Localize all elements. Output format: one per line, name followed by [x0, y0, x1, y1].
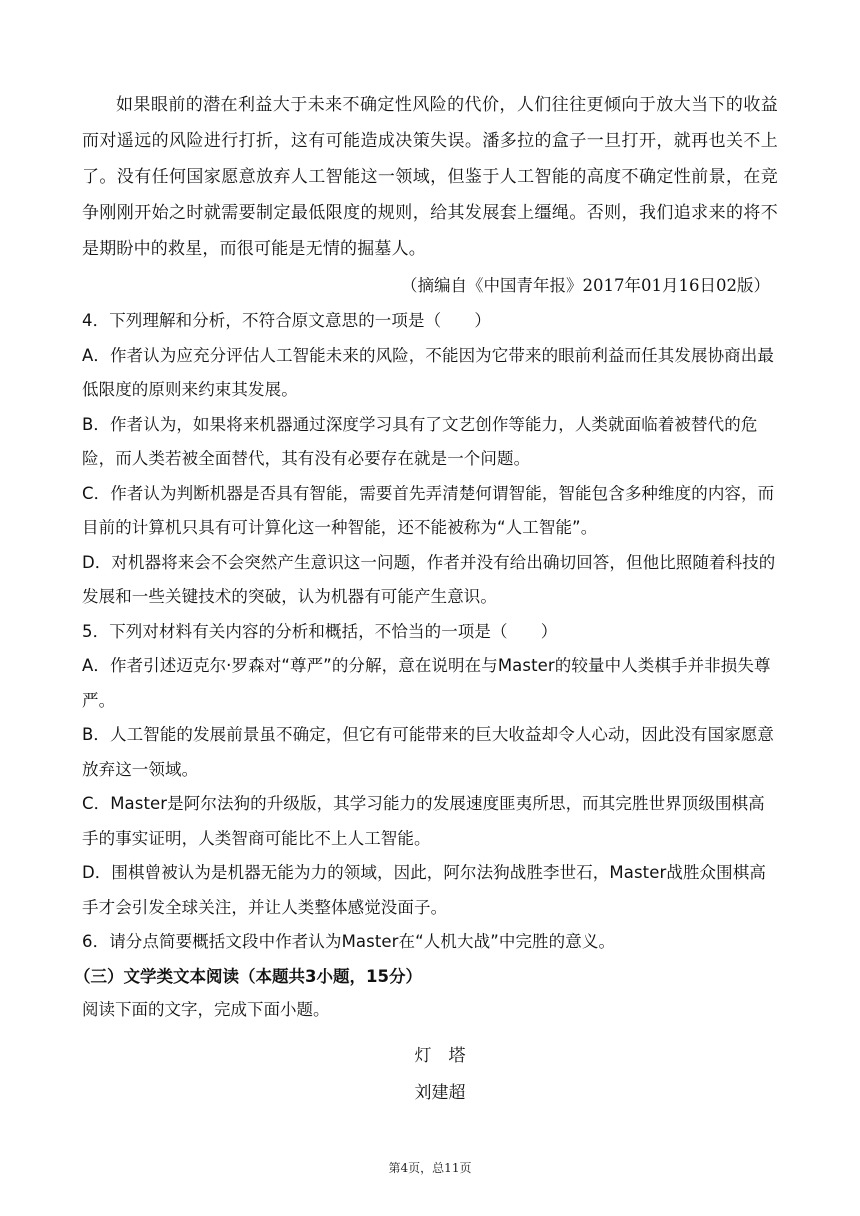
page-content	[74, 87, 778, 1112]
question-4-option-d: D．对机器将来会不会突然产生意识这一问题，作者并没有给出确切回答，但他比照随着科技的发展和一些关键技术的突破，认为机器有可能产生意识。	[82, 552, 776, 606]
question-5-option-a: A．作者引述迈克尔·罗森对“尊严”的分解，意在说明在与Master的较量中人类棋手并非损失尊严。	[82, 656, 771, 710]
section-intro: 阅读下面的文字，完成下面小题。	[82, 999, 330, 1019]
story-title: 灯 塔	[414, 1045, 466, 1066]
question-5-option-d: D．围棋曾被认为是机器无能为力的领域，因此，阿尔法狗战胜李世石，Master战胜众围棋高手才会引发全球关注，并让人类整体感觉没面子。	[82, 863, 766, 917]
question-6-stem: 6．请分点简要概括文段中作者认为Master在“人机大战”中完胜的意义。	[82, 932, 616, 951]
question-5-stem: 5．下列对材料有关内容的分析和概括，不恰当的一项是（ ）	[82, 621, 558, 641]
question-4-stem: 4．下列理解和分析，不符合原文意思的一项是（ ）	[82, 311, 491, 330]
passage-paragraph: 如果眼前的潜在利益大于未来不确定性风险的代价，人们往往更倾向于放大当下的收益而对遥远的风险进行打折，这有可能造成决策失误。潘多拉的盒子一旦打开，就再也关不上了。没有任何国家愿意放弃人工智能这一领域，但鉴于人工智能的高度不确定性前景，在竞争刚刚开始之时就需要制定最低限度的规则，给其发展套上缰绳。否则，我们追求来的将不是期盼中的救星，而很可能是无情的掘墓人。	[82, 95, 778, 259]
question-5-option-b: B．人工智能的发展前景虽不确定，但它有可能带来的巨大收益却令人心动，因此没有国家愿意放弃这一领域。	[82, 725, 775, 779]
question-4-option-c: C．作者认为判断机器是否具有智能，需要首先弄清楚何谓智能，智能包含多种维度的内容，而目前的计算机只具有可计算化这一种智能，还不能被称为“人工智能”。	[82, 483, 775, 537]
question-5-option-c: C．Master是阿尔法狗的升级版，其学习能力的发展速度匪夷所思，而其完胜世界顶级围棋高手的事实证明，人类智商可能比不上人工智能。	[82, 794, 765, 848]
question-4-option-b: B．作者认为，如果将来机器通过深度学习具有了文艺创作等能力，人类就面临着被替代的危险，而人类若被全面替代，其有没有必要存在就是一个问题。	[82, 414, 758, 468]
question-4-option-a: A．作者认为应充分评估人工智能未来的风险，不能因为它带来的眼前利益而任其发展协商出最低限度的原则来约束其发展。	[82, 345, 774, 399]
page-footer: 第4页，总11页	[388, 1161, 472, 1175]
section-title: （三）文学类文本阅读（本题共3小题，15分）	[74, 966, 422, 986]
passage-source: （摘编自《中国青年报》2017年01月16日02版）	[401, 276, 770, 295]
story-author: 刘建超	[414, 1082, 466, 1103]
